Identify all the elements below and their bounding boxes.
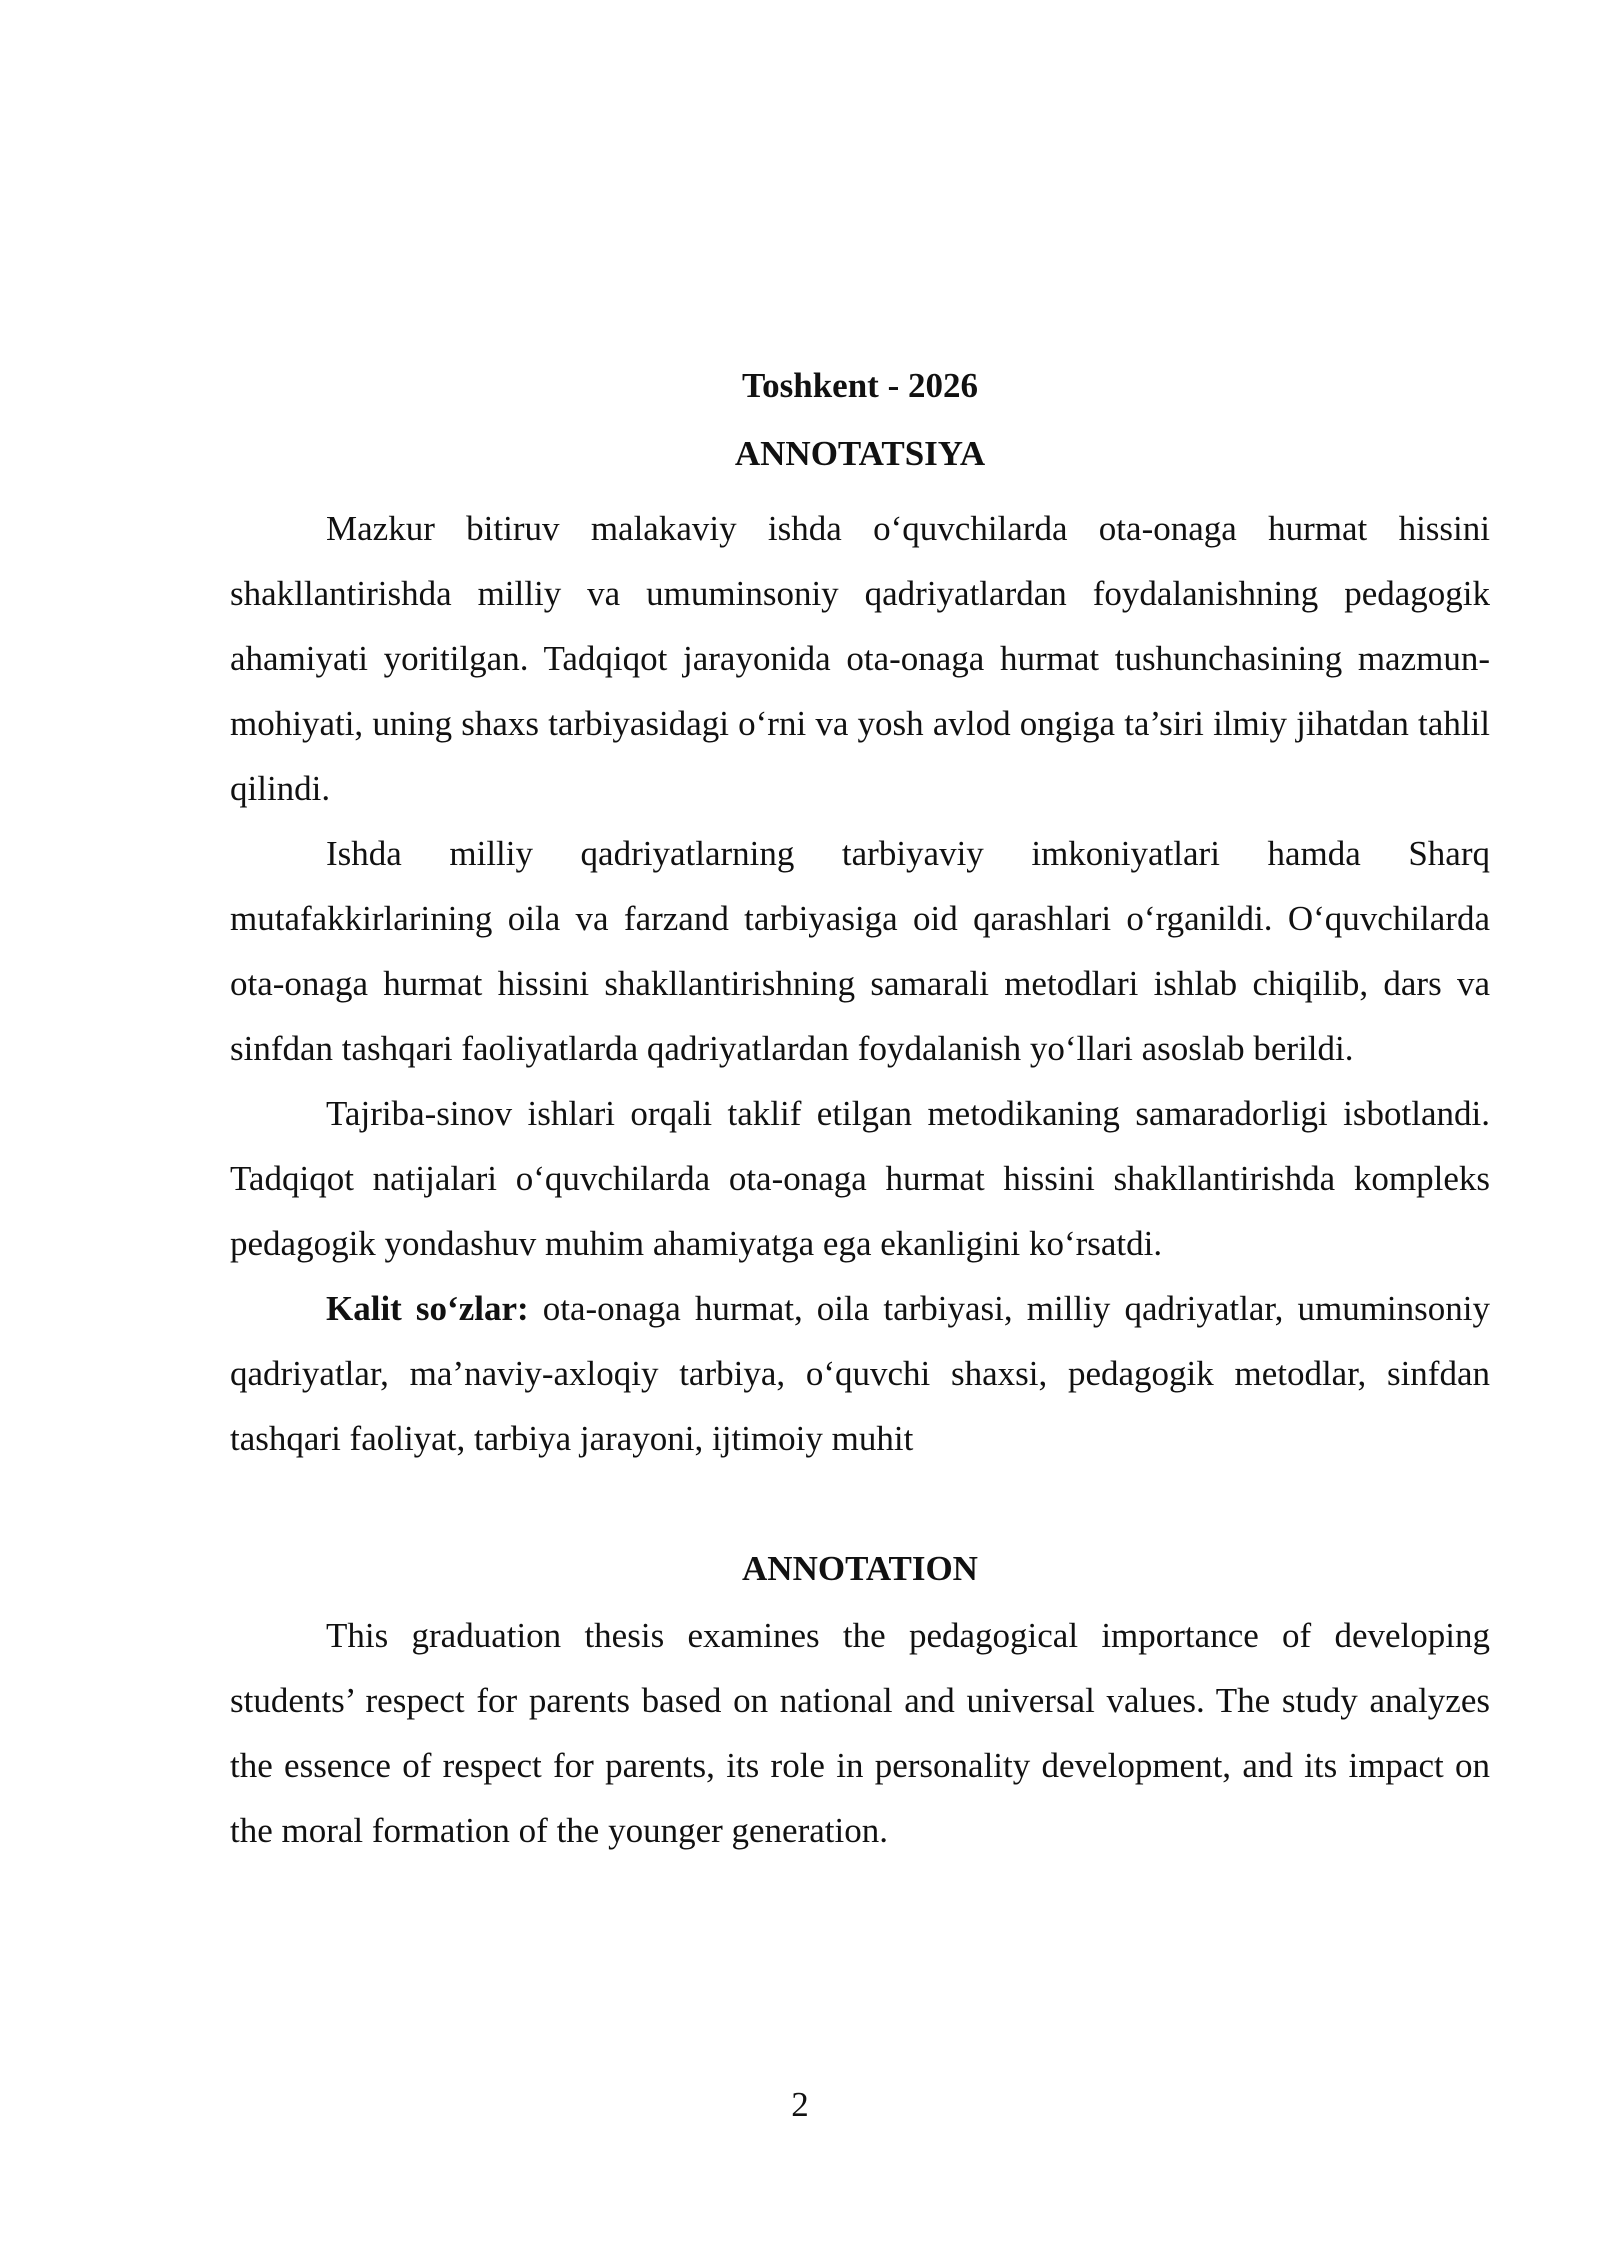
uz-paragraph-1: Mazkur bitiruv malakaviy ishda o‘quvchilarda ota-onaga hurmat hissini shakllantirishda milliy va umuminsoniy qadriyatlardan foydalanishning pedagogik ahamiyati yoritilgan. Tadqiqot jarayonida ota-onaga hurmat tushunchasining mazmun-mohiyati, uning shaxs tarbiyasidagi o‘rni va yosh avlod ongiga ta’siri ilmiy jihatdan tahlil qilindi. bbox=[230, 509, 1490, 808]
city-year-line: Toshkent - 2026 bbox=[742, 366, 978, 405]
uz-keywords-paragraph bbox=[230, 1276, 1490, 1471]
uz-annotation-heading: ANNOTATSIYA bbox=[734, 434, 986, 473]
keywords-label: Kalit so‘zlar: bbox=[326, 1289, 529, 1328]
keywords-text: ota-onaga hurmat, oila tarbiyasi, milliy qadriyatlar, umuminsoniy qadriyatlar, ma’naviy-axloqiy tarbiya, o‘quvchi shaxsi, pedagogik metodlar, sinfdan tashqari faoliyat, tarbiya jarayoni, ijtimoiy muhit bbox=[230, 1289, 1490, 1458]
uz-paragraph-3: Tajriba-sinov ishlari orqali taklif etilgan metodikaning samaradorligi isbotlandi. Tadqiqot natijalari o‘quvchilarda ota-onaga hurmat hissini shakllantirishda kompleks pedagogik yondashuv muhim ahamiyatga ega ekanligini ko‘rsatdi. bbox=[230, 1094, 1490, 1263]
en-paragraph-1: This graduation thesis examines the pedagogical importance of developing students’ respect for parents based on national and universal values. The study analyzes the essence of respect for parents, its role in personality development, and its impact on the moral formation of the younger generation. bbox=[230, 1616, 1490, 1850]
page-number: 2 bbox=[791, 2085, 809, 2124]
en-annotation-heading: ANNOTATION bbox=[742, 1549, 978, 1588]
page-content bbox=[230, 352, 1490, 1863]
uz-paragraph-2: Ishda milliy qadriyatlarning tarbiyaviy imkoniyatlari hamda Sharq mutafakkirlarining oila va farzand tarbiyasiga oid qarashlari o‘rganildi. O‘quvchilarda ota-onaga hurmat hissini shakllantirishning samarali metodlari ishlab chiqilib, dars va sinfdan tashqari faoliyatlarda qadriyatlardan foydalanish yo‘llari asoslab berildi. bbox=[230, 834, 1490, 1068]
